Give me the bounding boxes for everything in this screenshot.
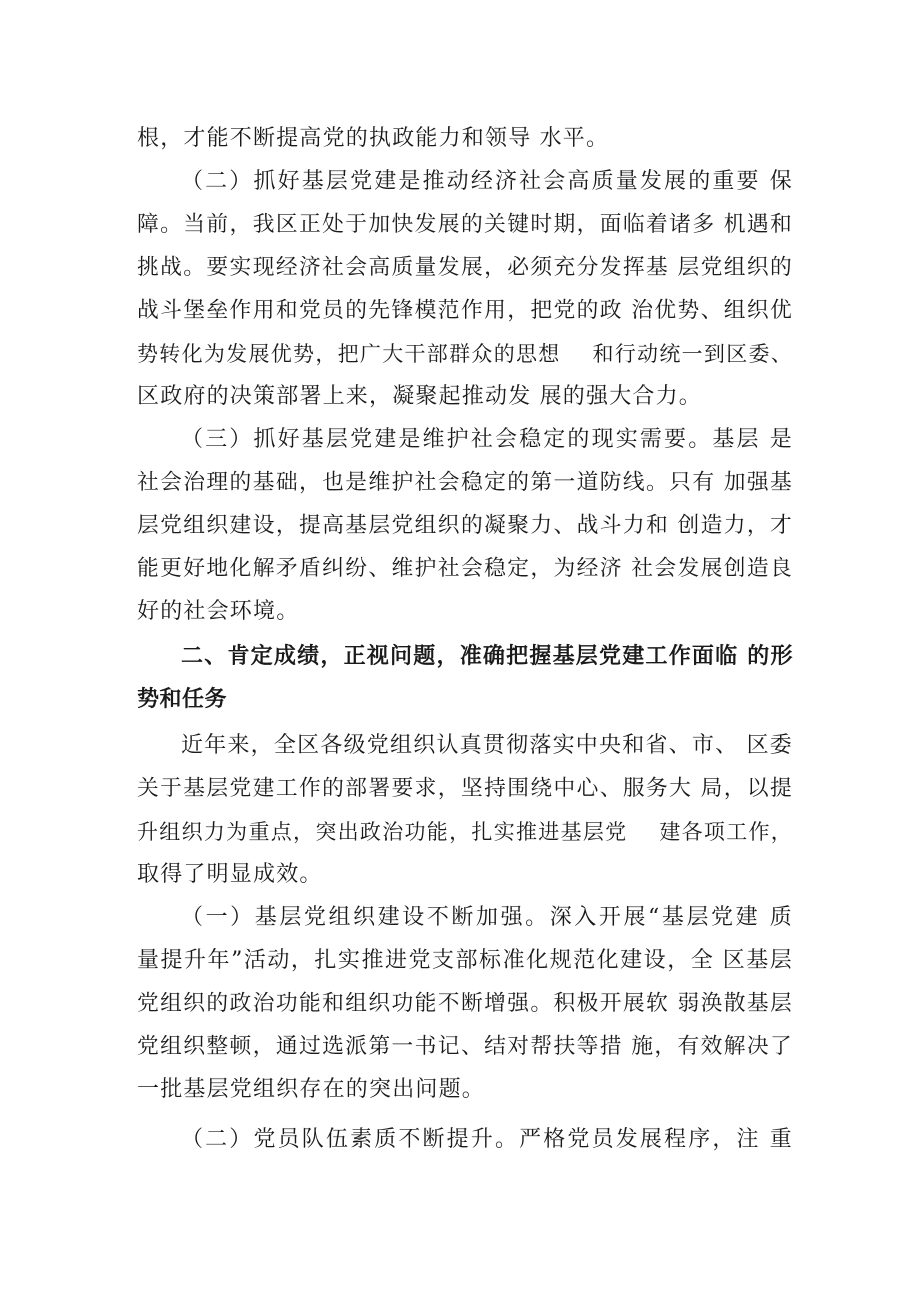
- text-line: 近年来，全区各级党组织认真贯彻落实中央和省、市、 区委: [181, 733, 793, 758]
- text-line: （一）基层党组织建设不断加强。深入开展“基层党建 质: [181, 905, 793, 930]
- text-line: 取得了明显成效。: [137, 862, 323, 887]
- text-line: 升组织力为重点，突出政治功能，扎实推进基层党 建各项工作，: [137, 820, 793, 844]
- text-line: 根，才能不断提高党的执政能力和领导 水平。: [137, 126, 610, 151]
- text-line: 挑战。要实现经济社会高质量发展，必须充分发挥基 层党组织的: [137, 255, 793, 280]
- text-line: 党组织整顿，通过选派第一书记、结对帮扶等措 施，有效解决了: [137, 1034, 793, 1059]
- text-line: 好的社会环境。: [137, 599, 300, 624]
- text-line: 党组织的政治功能和组织功能不断增强。积极开展软 弱涣散基层: [137, 991, 793, 1016]
- text-line: 障。当前，我区正处于加快发展的关键时期，面临着诸多 机遇和: [137, 212, 793, 237]
- text-line: （三）抓好基层党建是维护社会稳定的现实需要。基层 是: [181, 427, 793, 452]
- text-line: 战斗堡垒作用和党员的先锋模范作用，把党的政 治优势、组织优: [137, 298, 793, 323]
- text-line: 能更好地化解矛盾纠纷、维护社会稳定，为经济 社会发展创造良: [137, 556, 793, 581]
- text-line: 势转化为发展优势，把广大干部群众的思想 和行动统一到区委、: [137, 342, 793, 366]
- text-line: （二）抓好基层党建是推动经济社会高质量发展的重要 保: [181, 169, 793, 194]
- text-line: 层党组织建设，提高基层党组织的凝聚力、战斗力和 创造力，才: [137, 513, 793, 538]
- text-line: 社会治理的基础，也是维护社会稳定的第一道防线。只有 加强基: [137, 470, 793, 495]
- text-line: （二）党员队伍素质不断提升。严格党员发展程序，注 重: [181, 1127, 793, 1152]
- section-heading: 势和任务: [137, 687, 228, 712]
- text-line: 一批基层党组织存在的突出问题。: [137, 1077, 486, 1102]
- text-line: 区政府的决策部署上来，凝聚起推动发 展的强大合力。: [137, 384, 702, 409]
- section-heading: 二、肯定成绩，正视问题，准确把握基层党建工作面临 的形: [181, 644, 793, 669]
- text-line: 量提升年”活动，扎实推进党支部标准化规范化建设，全 区基层: [137, 948, 793, 973]
- text-line: 关于基层党建工作的部署要求，坚持围绕中心、服务大 局，以提: [137, 776, 793, 801]
